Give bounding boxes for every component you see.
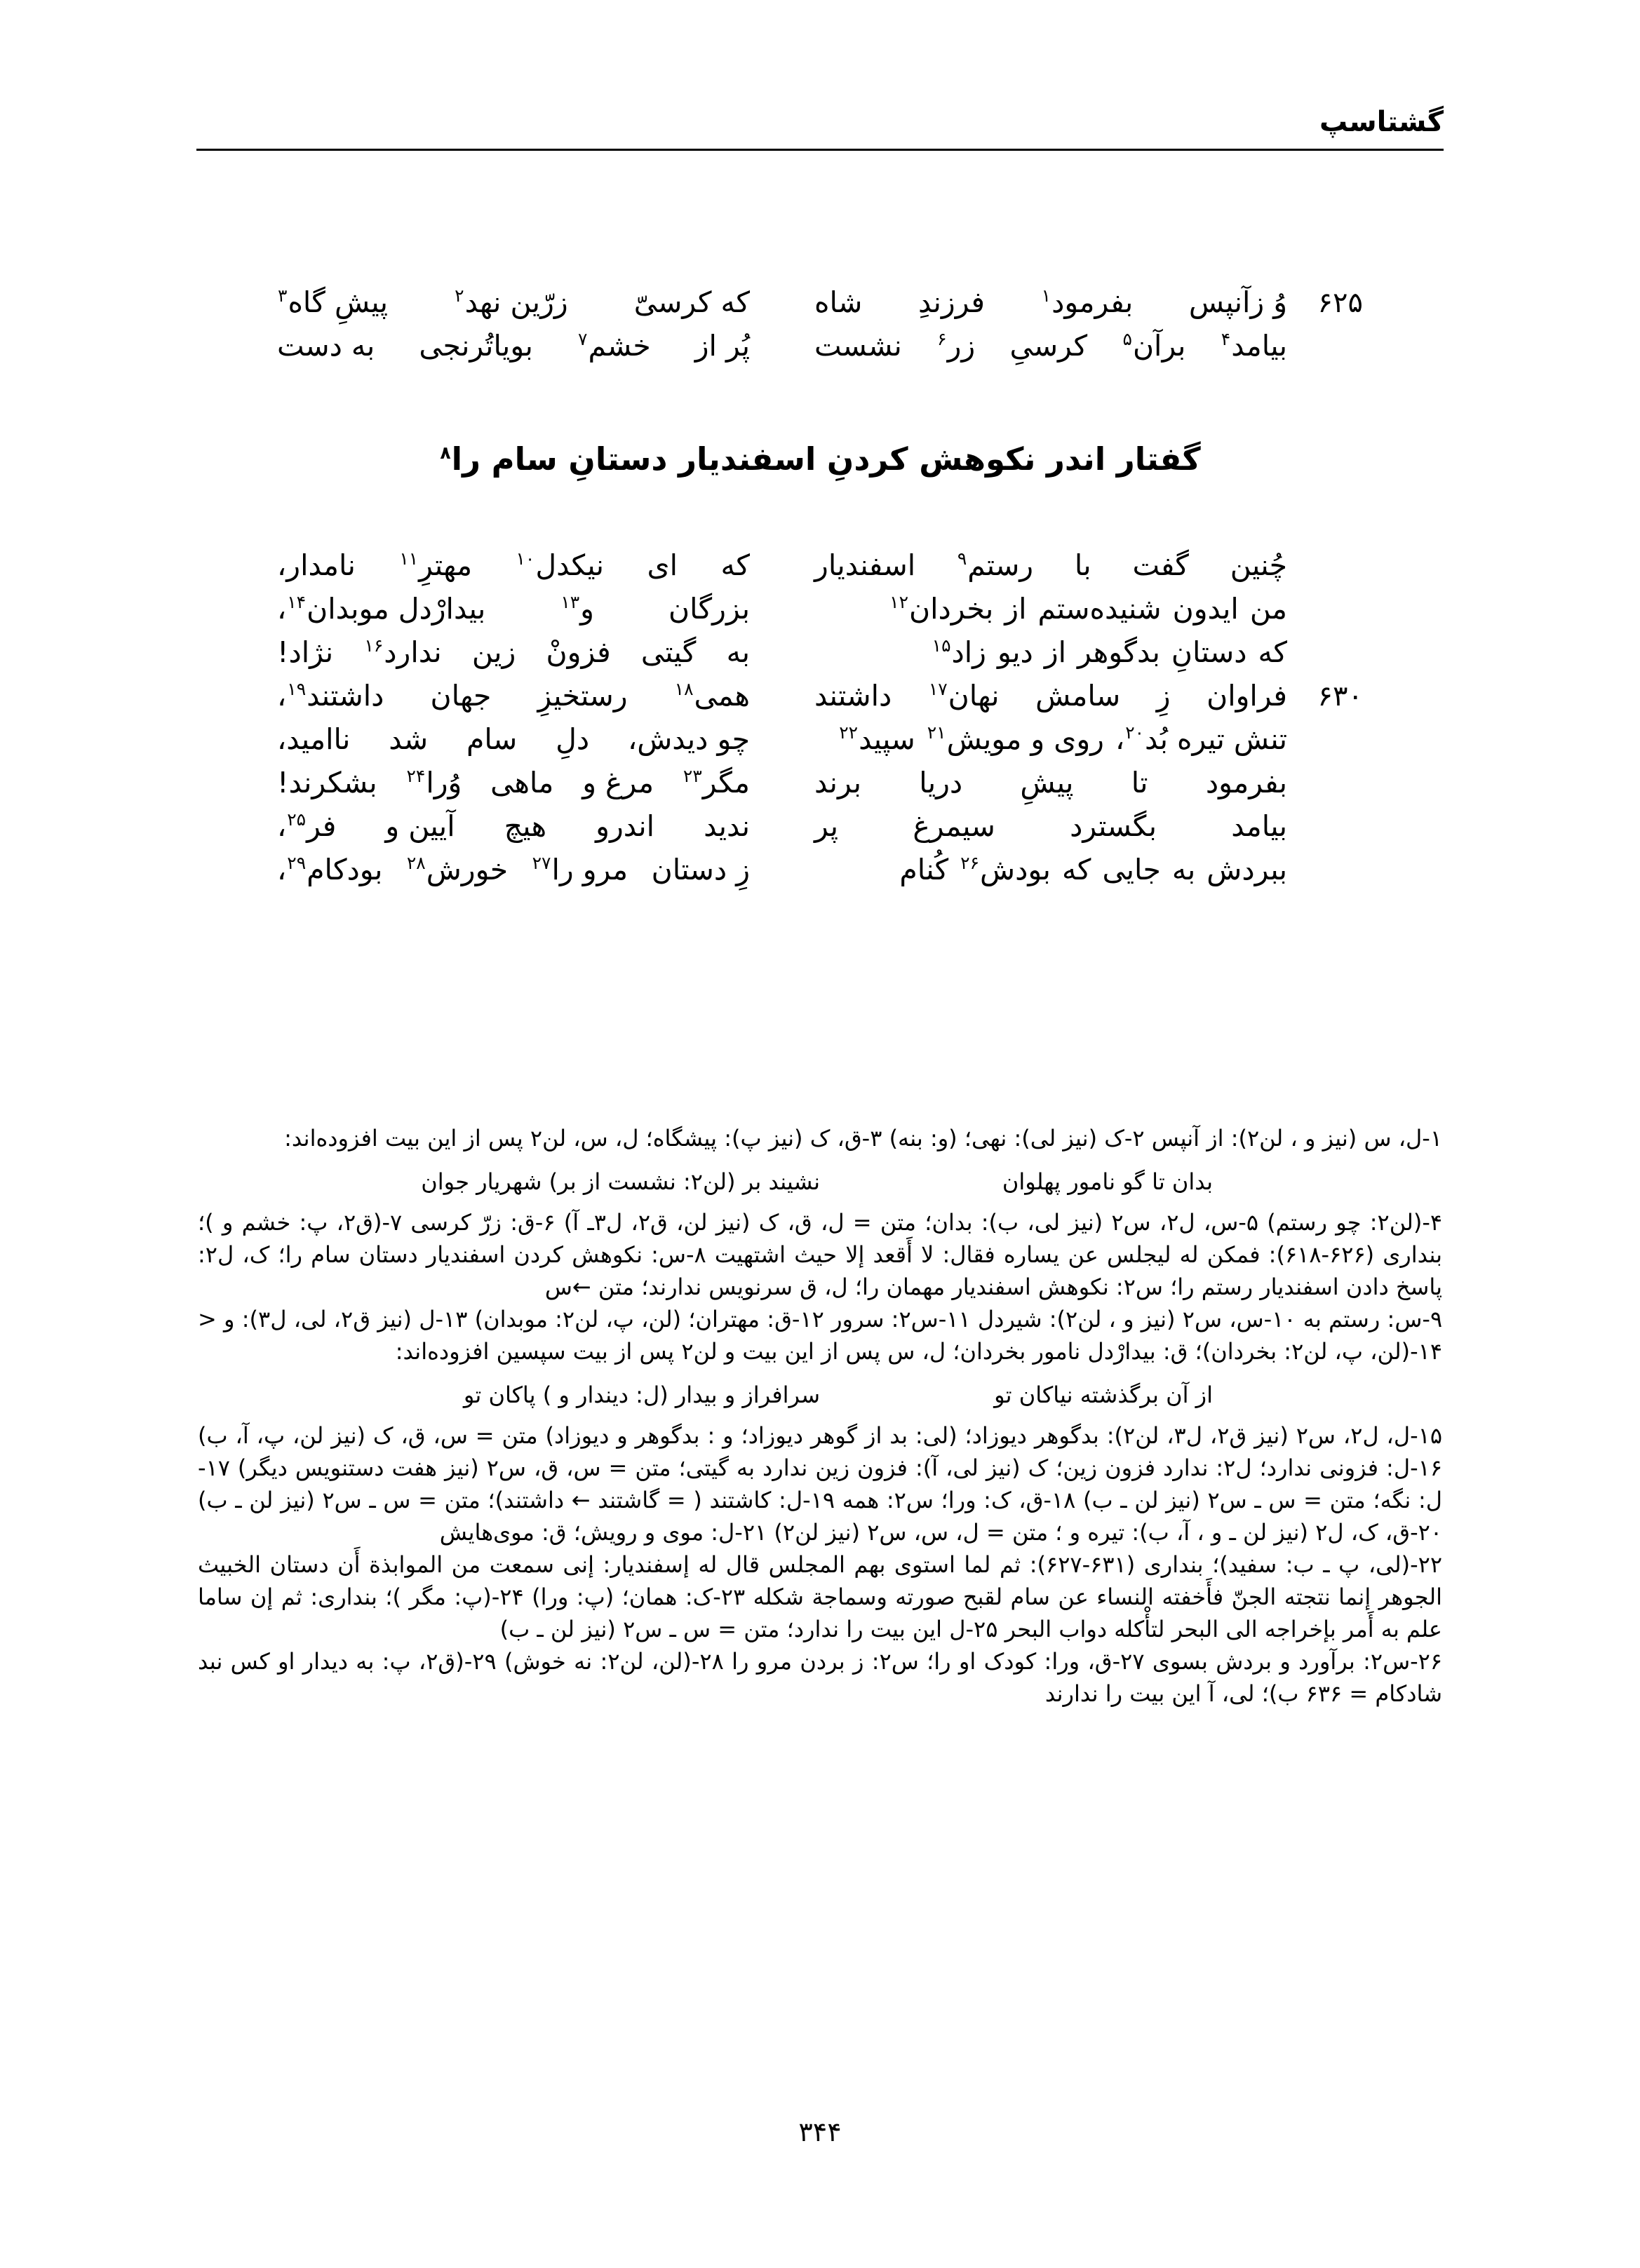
verse-line [0, 804, 1640, 848]
verse-line [0, 674, 1640, 717]
hemistich-left: به گیتی فزونْ زین ندارد$^{۱۶}$ نژاد! [277, 635, 750, 669]
hemistich-left: پُر از خشم$^۷$ بویاتُرنجی به دست [277, 329, 750, 363]
apparatus-paragraph-6: ۲۶-س۲: برآورد و بردش بسوی ۲۷-ق، ورا: کودک او را؛ س۲: ز بردن مرو را ۲۸-(لن، لن۲: نه خوش) ۲۹-(ق۲، پ: به دیدار او کس نبد شادکام = ۶۳۶ ب)؛ لی، آ این بیت را ندارند [198, 1648, 1443, 1707]
hemistich-right: ببردش به جایی که بودش$^{۲۶}$ کُنام [899, 853, 1287, 886]
apparatus-inserted-verse-2 [198, 1379, 1442, 1411]
apparatus-paragraph-5: ۲۲-(لی، پ ـ ب: سفید)؛ بنداری (۶۳۱-۶۲۷): ثم لما استوی بهم المجلس قال له إسفندیار: إنی سمعت من الموابذة أَن دستان الخبیث الجوهر إنما نتجته الجنّ فأَخفته النساء عن سام لقبح صورته وسماجة شکله ۲۳-ک: همان؛ (پ: ورا) ۲۴-(پ: مگر )؛ بنداری: ثم إن ساما علم به أَمر بإخراجه الی البحر لتأْکله دواب البحر ۲۵-ل این بیت را ندارد؛ متن = س ـ س۲ (نیز لن ـ ب) [198, 1551, 1443, 1642]
hemistich-left: زِ دستان مرو را$^{۲۷}$ خورش$^{۲۸}$ بودکام$^{۲۹}$، [277, 853, 750, 886]
hemistich-right: فراوان زِ سامش نهان$^{۱۷}$ داشتند [814, 679, 1287, 713]
critical-apparatus [198, 1122, 1442, 1710]
verse-block-main [0, 544, 1640, 891]
verse-number: ۶۳۰ [1317, 680, 1363, 713]
section-heading [0, 439, 1640, 480]
verse-line [0, 281, 1640, 324]
hemistich-left: چو دیدش، دلِ سام شد ناامید، [277, 722, 750, 756]
apparatus-paragraph-1: ۱-ل، س (نیز و ، لن۲): از آنپس ۲-ک (نیز لی): نهی؛ (و: بنه) ۳-ق، ک (نیز پ): پیشگاه؛ ل، س، لن۲ پس از این بیت افزوده‌اند: [284, 1125, 1442, 1152]
apparatus-inserted-verse-right [820, 1379, 1213, 1411]
verse-number: ۶۲۵ [1317, 287, 1363, 319]
inserted-verse-1-left: نشیند بر (لن۲: نشست از بر) شهریار جوان [421, 1168, 820, 1195]
verse-line [0, 717, 1640, 761]
inserted-verse-2-left: سرافراز و بیدار (ل: دیندار و ) پاکان تو [463, 1382, 820, 1408]
folio-number: ۳۴۴ [798, 2117, 842, 2147]
hemistich-left: مگر$^{۲۳}$ مرغ و ماهی وُرا$^{۲۴}$ بشکرند! [277, 766, 750, 799]
hemistich-right: بیامد$^۴$ برآن$^۵$ کرسیِ زر$^۶$ نشست [814, 329, 1287, 363]
hemistich-right: من ایدون شنیده‌ستم از بخردان$^{۱۲}$ [889, 592, 1287, 626]
apparatus-inserted-verse-right [820, 1166, 1213, 1198]
apparatus-paragraph-3: ۹-س: رستم به ۱۰-س، س۲ (نیز و ، لن۲): شیردل ۱۱-س۲: سرور ۱۲-ق: مهتران؛ (لن، پ، لن۲: موبدان) ۱۳-ل (نیز ق۲، لی، ل۳): و < ۱۴-(لن، پ، لن۲: بخردان)؛ ق: بیدارْدل نامور بخردان؛ ل، س پس از این بیت و لن۲ پس از بیت سپسین افزوده‌اند: [198, 1306, 1443, 1365]
apparatus-inserted-verse-left [427, 1379, 820, 1411]
hemistich-left: که کرسیّ زرّین نهد$^۲$ پیشِ گاه$^۳$ [278, 285, 750, 319]
running-head-title: گشتاسپ [1319, 106, 1444, 138]
apparatus-paragraph-2: ۴-(لن۲: چو رستم) ۵-س، ل۲، س۲ (نیز لی، ب): بدان؛ متن = ل، ق، ک (نیز لن، ق۲، ل۳ـ آ) ۶-ق: زرّ کرسی ۷-(ق۲، پ: خشم و )؛ بنداری (۶۲۶-۶۱۸): فمکن له لیجلس عن یساره فقال: لا أَقعد إلا حیث اشتهیت ۸-س: نکوهش کردن اسفندیار دستان سام را؛ ک، ل۲: پاسخ دادن اسفندیار رستم را؛ س۲: نکوهش اسفندیار مهمان را؛ ل، ق سرنویس ندارند؛ متن ←س [198, 1209, 1443, 1300]
running-head [196, 105, 1444, 151]
apparatus-inserted-verse-left [421, 1166, 820, 1198]
hemistich-left: که ای نیکدل$^{۱۰}$ مهترِ$^{۱۱}$ نامدار، [277, 548, 750, 582]
hemistich-left: همی$^{۱۸}$ رستخیزِ جهان داشتند$^{۱۹}$، [277, 679, 750, 713]
header-divider-rule [196, 149, 1444, 151]
verse-line [0, 587, 1640, 630]
hemistich-right: چُنین گفت با رستم$^۹$ اسفندیار [814, 548, 1287, 582]
verse-line [0, 630, 1640, 674]
verse-line [0, 324, 1640, 367]
verse-block-top [0, 281, 1640, 367]
apparatus-paragraph-4: ۱۵-ل، ل۲، س۲ (نیز ق۲، ل۳، لن۲): بدگوهر دیوزاد؛ (لی: بد از گوهر دیوزاد؛ و : بدگوهر و دیوزاد) متن = س، ق، ک (نیز لن، پ، آ، ب) ۱۶-ل: فزونی ندارد؛ ل۲: ندارد فزون زین؛ ک (نیز لی، آ): فزون زین ندارد به گیتی؛ متن = س، ق، س۲ (نیز هفت دستنویس دیگر) ۱۷-ل: نگه؛ متن = س ـ س۲ (نیز لن ـ ب) ۱۸-ق، ک: ورا؛ س۲: همه ۱۹-ل: کاشتند ( = گاشتند ← داشتند)؛ متن = س ـ س۲ (نیز لن ـ ب) ۲۰-ق، ک، ل۲ (نیز لن ـ و ، آ، ب): تیره و ؛ متن = ل، س، س۲ (نیز لن۲) ۲۱-ل: موی و رویش؛ ق: موی‌هایش [198, 1422, 1443, 1546]
hemistich-right: که دستانِ بدگوهر از دیو زاد$^{۱۵}$ [932, 635, 1287, 669]
section-heading-text: گفتار اندر نکوهش کردنِ اسفندیار دستانِ سام را [451, 440, 1201, 478]
hemistich-right: بفرمود تا پیشِ دریا برند [814, 766, 1287, 799]
hemistich-left: ندید اندرو هیچ آیین و فر$^{۲۵}$، [277, 809, 750, 843]
inserted-verse-1-right: بدان تا گو نامور پهلوان [1002, 1168, 1213, 1195]
hemistich-right: وُ زآنپس بفرمود$^۱$ فرزندِ شاه [814, 285, 1287, 319]
section-heading-footnote-marker: ۸ [440, 443, 451, 463]
verse-line [0, 761, 1640, 804]
verse-line [0, 848, 1640, 891]
apparatus-inserted-verse-1 [198, 1166, 1442, 1198]
hemistich-left: بزرگان و$^{۱۳}$ بیدارْدل موبدان$^{۱۴}$، [277, 592, 750, 626]
inserted-verse-2-right: از آن برگذشته نیاکان تو [994, 1382, 1213, 1408]
hemistich-right: تنش تیره بُد$^{۲۰}$، روی و مویش$^{۲۱}$ سپید$^{۲۲}$ [839, 722, 1287, 756]
verse-line [0, 544, 1640, 587]
hemistich-right: بیامد بگسترد سیمرغ پر [814, 809, 1287, 843]
